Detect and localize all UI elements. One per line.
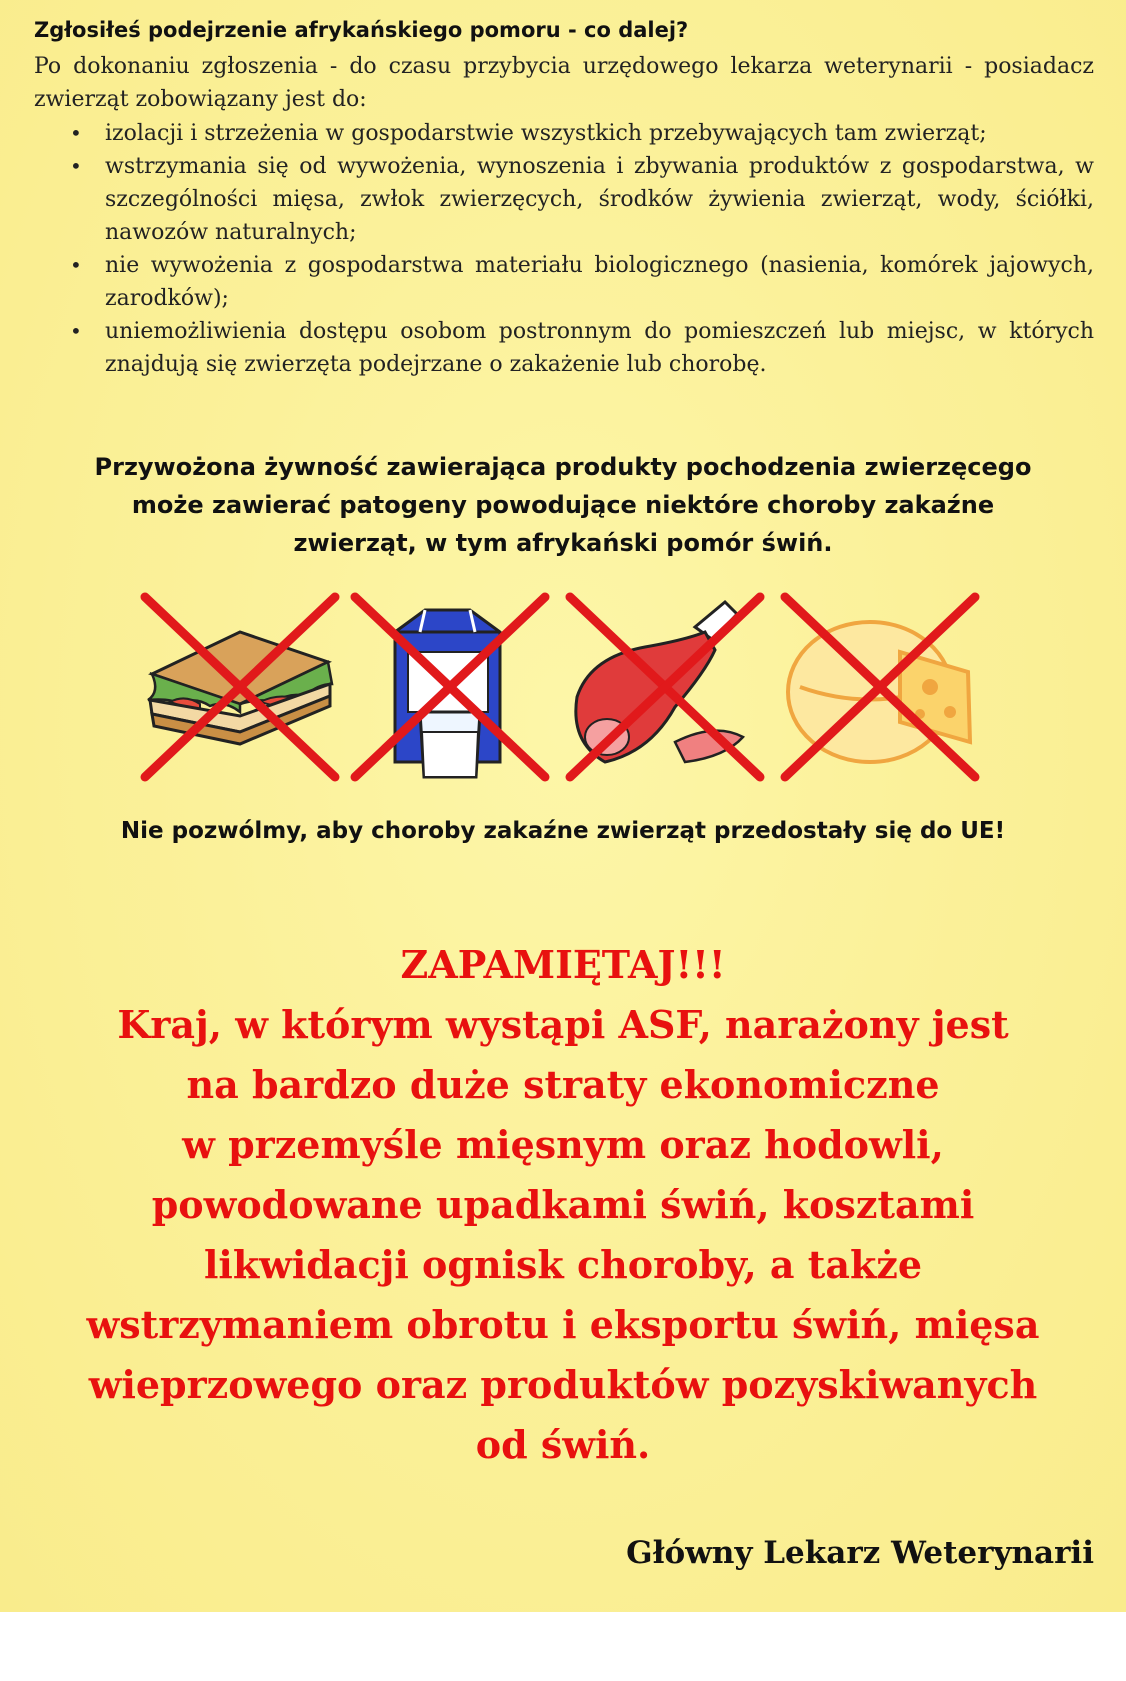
remember-line: w przemyśle mięsnym oraz hodowli, — [182, 1122, 944, 1167]
list-item — [64, 150, 1094, 249]
duty-text: uniemożliwienia dostępu osobom postronnym do pomieszczeń lub miejsc, w których znajdują się zwierzęta podejrzane o zakażenie lub chorobę. — [105, 319, 1094, 377]
prohibited-foods — [140, 592, 980, 782]
remember-line: od świń. — [475, 1422, 651, 1467]
bullet-icon: • — [70, 253, 82, 277]
warning-line: może zawierać patogeny powodujące niektóre choroby zakaźne — [131, 491, 995, 519]
remember-line: Kraj, w którym wystąpi ASF, narażony jest — [117, 1002, 1009, 1047]
duty-text: wstrzymania się od wywożenia, wynoszenia i zbywania produktów z gospodarstwa, w szczególności mięsa, zwłok zwierzęcych, środków żywienia zwierząt, wody, ściółki, nawozów naturalnych; — [105, 154, 1094, 245]
duty-text: nie wywożenia z gospodarstwa materiału biologicznego (nasienia, komórek jajowych, zarodków); — [105, 253, 1094, 311]
import-warning — [40, 448, 1086, 562]
bullet-icon: • — [70, 121, 82, 145]
page-heading: Zgłosiłeś podejrzenie afrykańskiego pomoru - co dalej? — [34, 18, 689, 42]
cheese-icon — [780, 592, 980, 782]
remember-block — [20, 935, 1106, 1475]
duties-list — [64, 117, 1094, 381]
remember-line: wieprzowego oraz produktów pozyskiwanych — [88, 1362, 1038, 1407]
list-item — [64, 315, 1094, 381]
remember-title: ZAPAMIĘTAJ!!! — [400, 942, 726, 987]
slogan: Nie pozwólmy, aby choroby zakaźne zwierząt przedostały się do UE! — [120, 818, 1006, 844]
remember-line: na bardzo duże straty ekonomiczne — [186, 1062, 940, 1107]
warning-line: Przywożona żywność zawierająca produkty pochodzenia zwierzęcego — [94, 453, 1032, 481]
list-item — [64, 117, 1094, 150]
milk-icon — [350, 592, 550, 782]
remember-line: wstrzymaniem obrotu i eksportu świń, mięsa — [86, 1302, 1040, 1347]
bullet-icon: • — [70, 154, 82, 178]
intro-paragraph — [34, 50, 1094, 116]
bullet-icon: • — [70, 319, 82, 343]
remember-line: powodowane upadkami świń, kosztami — [151, 1182, 975, 1227]
remember-text — [20, 995, 1106, 1475]
signature: Główny Lekarz Weterynarii — [626, 1535, 1094, 1571]
warning-line: zwierząt, w tym afrykański pomór świń. — [293, 529, 833, 557]
ham-icon — [565, 592, 765, 782]
sandwich-icon — [140, 592, 340, 782]
list-item — [64, 249, 1094, 315]
duty-text: izolacji i strzeżenia w gospodarstwie wszystkich przebywających tam zwierząt; — [105, 121, 987, 146]
remember-line: likwidacji ognisk choroby, a także — [203, 1242, 923, 1287]
intro-text: Po dokonaniu zgłoszenia - do czasu przybycia urzędowego lekarza weterynarii - posiadacz zwierząt zobowiązany jest do: — [34, 54, 1094, 112]
